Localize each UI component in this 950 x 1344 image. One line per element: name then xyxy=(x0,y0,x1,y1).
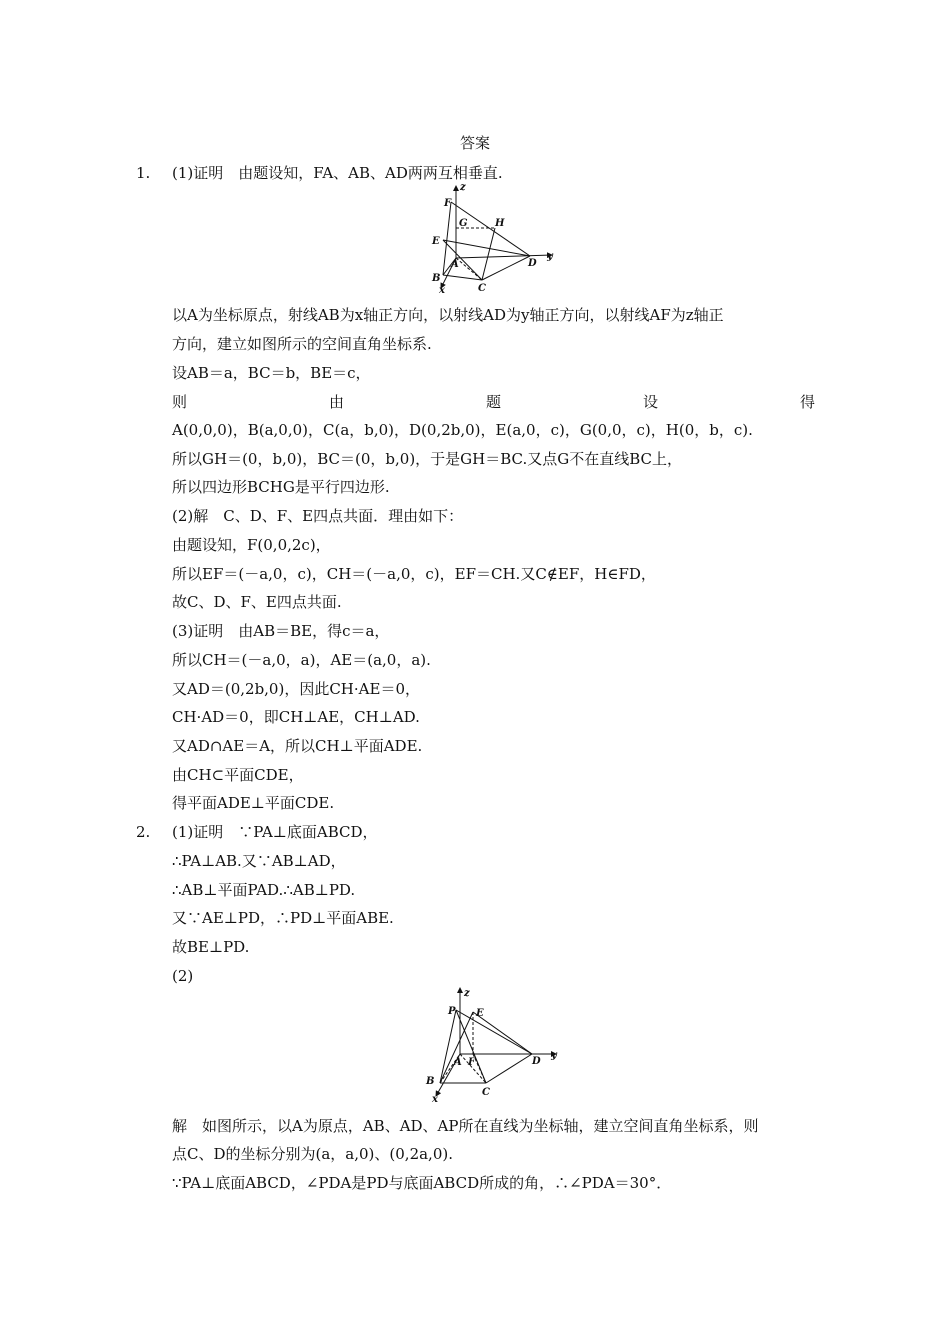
q2-line-9: ∵PA⊥底面ABCD，∠PDA是PD与底面ABCD所成的角，∴∠PDA＝30°． xyxy=(172,1174,672,1192)
fig1-label-F: F xyxy=(444,198,452,209)
q1-line-3: 方向，建立如图所示的空间直角坐标系. xyxy=(172,335,432,353)
q1-line-5-word: 由 xyxy=(328,393,344,411)
fig1-label-E: E xyxy=(432,236,440,247)
fig2-label-x: x xyxy=(432,1094,438,1104)
q1-line-11: 所以EF＝(－a,0，c)，CH＝(－a,0，c)，EF＝CH.又C∉EF，H∈FD， xyxy=(172,565,656,583)
fig2-label-D: D xyxy=(532,1056,541,1067)
q1-line-12: 故C、D、F、E四点共面. xyxy=(172,593,342,611)
q1-line-14: 所以CH＝(－a,0，a)，AE＝(a,0，a). xyxy=(172,651,431,669)
q1-line-5-word: 题 xyxy=(485,393,501,411)
q1-line-19: 得平面ADE⊥平面CDE. xyxy=(172,794,335,812)
fig1-label-A: A xyxy=(451,259,459,270)
fig2-label-F: F xyxy=(468,1057,476,1068)
q2-line-3: ∴AB⊥平面PAD.∴AB⊥PD. xyxy=(172,881,356,899)
figure-1-3d-coordinate-diagram xyxy=(420,180,570,295)
question-number-2: 2. xyxy=(136,823,151,841)
q1-line-7: 所以GH＝(0，b,0)，BC＝(0，b,0)，于是GH＝BC.又点G不在直线BC上， xyxy=(172,450,683,468)
figure-2-3d-coordinate-diagram xyxy=(418,984,568,1104)
q2-line-4: 又∵AE⊥PD，∴PD⊥平面ABE. xyxy=(172,909,394,927)
question-number-1: 1. xyxy=(136,164,151,182)
q2-line-1: (1)证明 ∵PA⊥底面ABCD， xyxy=(172,823,378,841)
q2-line-6: (2) xyxy=(172,967,194,985)
q1-line-1: (1)证明 由题设知，FA、AB、AD两两互相垂直. xyxy=(172,164,503,182)
fig2-label-z: z xyxy=(464,988,470,999)
q2-line-5: 故BE⊥PD. xyxy=(172,938,250,956)
q1-line-15: 又AD＝(0,2b,0)，因此CH·AE＝0， xyxy=(172,680,420,698)
fig2-label-C: C xyxy=(482,1087,490,1098)
q1-line-8: 所以四边形BCHG是平行四边形. xyxy=(172,478,390,496)
q1-line-5-word: 得 xyxy=(799,393,815,411)
fig1-label-y: y xyxy=(547,251,553,262)
q1-line-9: (2)解 C、D、F、E四点共面．理由如下： xyxy=(172,507,464,525)
fig2-label-B: B xyxy=(426,1076,435,1087)
page-title: 答案 xyxy=(459,134,490,152)
fig1-label-H: H xyxy=(495,218,505,229)
q1-line-17: 又AD∩AE＝A，所以CH⊥平面ADE. xyxy=(172,737,423,755)
fig1-label-B: B xyxy=(432,273,441,284)
fig2-label-A: A xyxy=(454,1057,462,1068)
q1-line-5 xyxy=(172,392,815,412)
fig1-label-C: C xyxy=(478,283,486,294)
fig2-label-P: P xyxy=(448,1006,456,1017)
q2-line-8: 点C、D的坐标分别为(a，a,0)、(0,2a,0). xyxy=(172,1145,453,1163)
fig1-label-G: G xyxy=(459,218,468,229)
q1-line-5-word: 设 xyxy=(642,393,658,411)
fig1-label-x: x xyxy=(439,285,445,295)
fig1-label-D: D xyxy=(528,258,537,269)
fig2-label-y: y xyxy=(551,1050,557,1061)
q1-line-5-word: 则 xyxy=(172,393,188,411)
fig2-label-E: E xyxy=(476,1008,484,1019)
q1-line-6: A(0,0,0)，B(a,0,0)，C(a，b,0)，D(0,2b,0)，E(a,0，c)，G(0,0，c)，H(0，b，c). xyxy=(172,421,753,439)
fig1-label-z: z xyxy=(460,182,466,193)
q1-line-4: 设AB＝a，BC＝b，BE＝c， xyxy=(172,364,371,382)
q1-line-13: (3)证明 由AB＝BE，得c＝a， xyxy=(172,622,390,640)
q1-line-18: 由CH⊂平面CDE， xyxy=(172,766,304,784)
q1-line-16: CH·AD＝0，即CH⊥AE，CH⊥AD. xyxy=(172,708,420,726)
q2-line-7: 解 如图所示，以A为原点，AB、AD、AP所在直线为坐标轴，建立空间直角坐标系，则 xyxy=(172,1117,759,1135)
q2-line-2: ∴PA⊥AB.又∵AB⊥AD， xyxy=(172,852,346,870)
q1-line-10: 由题设知，F(0,0,2c)， xyxy=(172,536,331,554)
q1-line-2: 以A为坐标原点，射线AB为x轴正方向，以射线AD为y轴正方向，以射线AF为z轴正 xyxy=(172,306,724,324)
